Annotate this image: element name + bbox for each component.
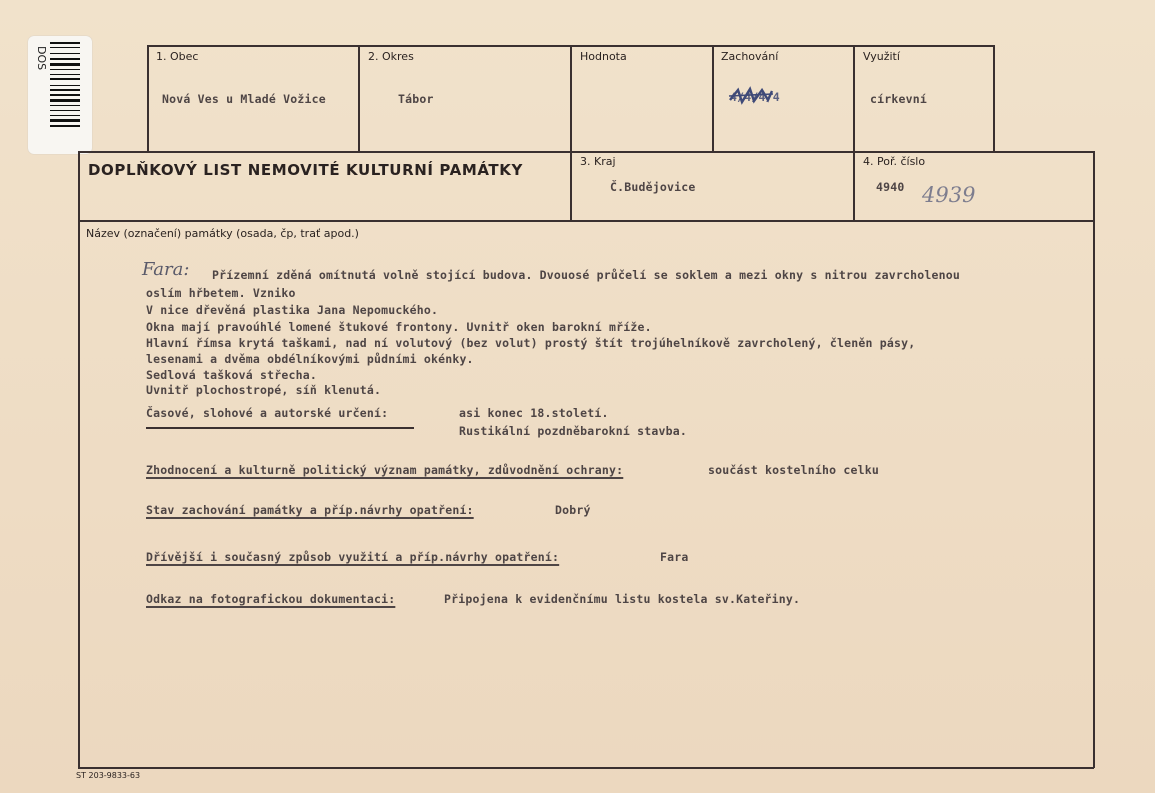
stav-value: Dobrý [555,503,591,517]
vyuziti-value: církevní [870,92,927,106]
barcode-bar [50,74,80,75]
table-line [570,45,572,220]
zachovani-label: Zachování [721,50,779,63]
body-line: Hlavní římsa krytá taškami, nad ní volutový (bez volut) prostý štít trojúhelníkově zavrcholený, členěn pásy, [146,336,916,350]
barcode-bar [50,53,80,54]
body-line: V nice dřevěná plastika Jana Nepomuckého. [146,303,439,317]
urceni-label: Časové, slohové a autorské určení: [146,406,389,420]
table-line [1093,151,1095,768]
handwritten-fara: Fara: [142,259,190,280]
barcode-label [28,36,92,154]
kraj-value: Č.Budějovice [610,180,696,194]
barcode-bar [50,110,80,111]
por-cislo-value: 4940 [876,180,905,194]
barcode-bar [50,99,80,102]
vyuziti-section-label: Dřívější i současný způsob využití a příp.návrhy opatření: [146,550,560,564]
table-line [853,45,855,220]
body-line: Uvnitř plochostropé, síň klenutá. [146,383,382,397]
crossed-out-mark-icon [728,86,774,106]
barcode-bar [50,47,80,48]
okres-label: 2. Okres [368,50,414,63]
por-cislo-label: 4. Poř. číslo [863,155,926,168]
barcode-bar [50,125,80,127]
table-line [358,45,360,151]
barcode-bar [50,119,80,122]
barcode-bar [50,63,80,66]
table-line [712,45,714,151]
zachovani-value: 4/4/4/4 [730,90,780,104]
table-line [147,45,149,151]
table-line [78,151,80,768]
barcode-bar [50,69,80,70]
obec-label: 1. Obec [156,50,199,63]
por-cislo-handwritten: 4939 [922,183,976,207]
barcode-bar [50,89,80,91]
barcode-icon [50,42,80,146]
kraj-label: 3. Kraj [580,155,616,168]
body-line: Přízemní zděná omítnutá volně stojící budova. Dvouosé průčelí se soklem a mezi okny s nitrou zavrcholenou [212,268,960,282]
zhodnoceni-value: součást kostelního celku [708,463,879,477]
barcode-bar [50,105,80,106]
body-line: oslím hřbetem. Vzniko [146,286,296,300]
barcode-text: DOS [35,46,48,71]
body-line: Sedlová tašková střecha. [146,368,317,382]
barcode-bar [50,115,80,116]
underline [146,427,414,429]
odkaz-value: Připojena k evidenčnímu listu kostela sv.Kateřiny. [444,592,801,606]
urceni-value-2: Rustikální pozdněbarokní stavba. [459,424,687,438]
table-line [78,767,1094,769]
urceni-value-1: asi konec 18.století. [459,406,609,420]
barcode-bar [50,42,80,44]
table-line [993,45,995,151]
table-line [78,220,1094,222]
barcode-bar [50,94,80,96]
body-line: lesenami a dvěma obdélníkovými půdními okénky. [146,352,474,366]
barcode-bar [50,78,80,80]
vyuziti-section-value: Fara [660,550,689,564]
document-title: DOPLŇKOVÝ LIST NEMOVITÉ KULTURNÍ PAMÁTKY [88,161,523,179]
barcode-bar [50,58,80,60]
odkaz-label: Odkaz na fotografickou dokumentaci: [146,592,396,606]
vyuziti-label: Využití [863,50,900,63]
obec-value: Nová Ves u Mladé Vožice [162,92,326,106]
zhodnoceni-label: Zhodnocení a kulturně politický význam památky, zdůvodnění ochrany: [146,463,624,477]
table-line [78,151,1094,153]
stav-label: Stav zachování památky a příp.návrhy opatření: [146,503,474,517]
body-line: Okna mají pravoúhlé lomené štukové frontony. Uvnitř oken barokní mříže. [146,320,652,334]
footer-code: ST 203-9833-63 [76,771,141,780]
barcode-bar [50,85,80,86]
hodnota-label: Hodnota [580,50,627,63]
okres-value: Tábor [398,92,434,106]
nazev-label: Název (označení) památky (osada, čp, trať apod.) [86,227,359,240]
